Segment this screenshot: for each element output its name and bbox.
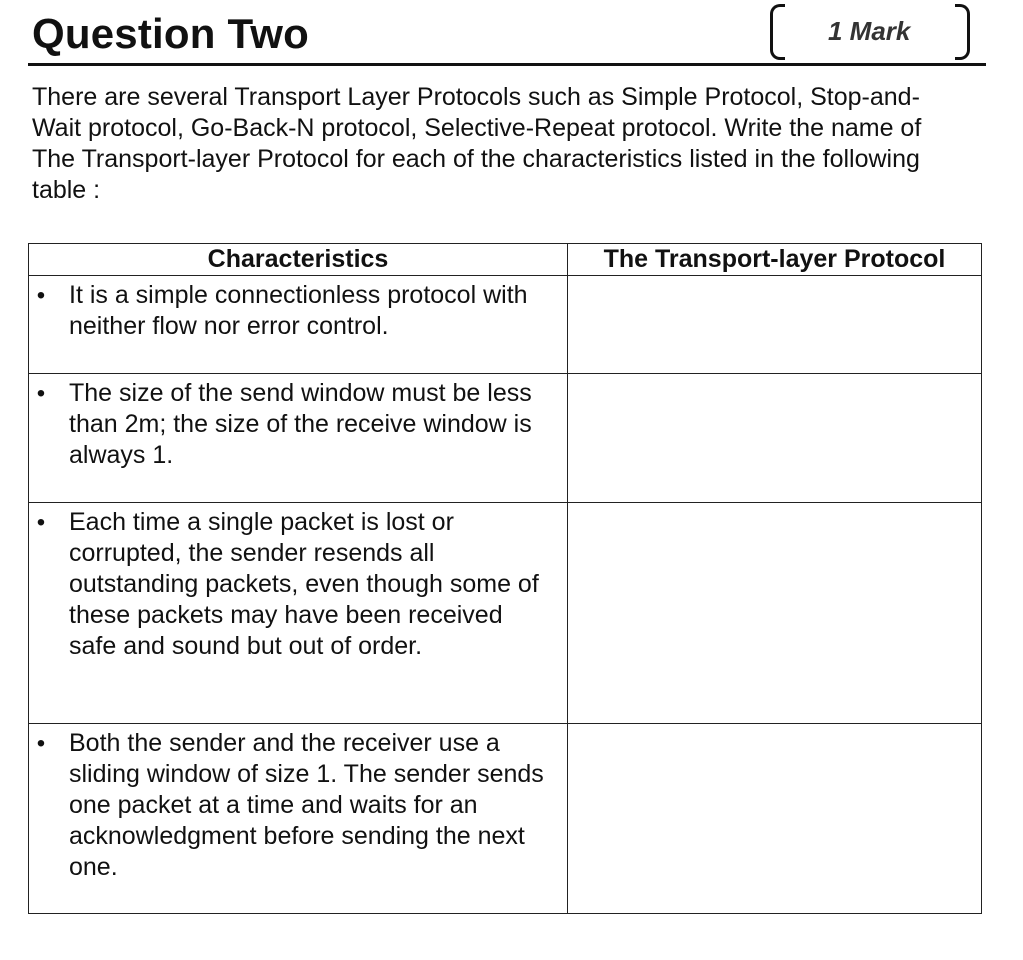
characteristic-text: The size of the send window must be less than 2m; the size of the receive window is always 1. [69,379,532,469]
characteristic-cell [29,374,568,503]
right-bracket [955,4,970,60]
table-row [29,276,982,374]
left-bracket [770,4,785,60]
bullet-icon: • [36,730,46,757]
characteristic-cell [29,276,568,374]
mark-badge [770,4,970,58]
table-row [29,724,982,914]
bullet-icon: • [36,509,46,536]
answer-cell[interactable] [568,724,982,914]
table-row [29,503,982,724]
table-header-row [29,244,982,276]
bullet-icon: • [36,282,46,309]
answer-cell[interactable] [568,503,982,724]
header-characteristics: Characteristics [29,244,568,276]
header-protocol: The Transport-layer Protocol [568,244,982,276]
characteristic-cell [29,724,568,914]
characteristic-text: It is a simple connectionless protocol with neither flow nor error control. [69,281,528,340]
table-row [29,374,982,503]
protocol-table [28,243,982,914]
title-divider [28,63,986,66]
question-instructions: There are several Transport Layer Protocols such as Simple Protocol, Stop-and-Wait protocol, Go-Back-N protocol, Selective-Repeat protocol. Write the name of The Transport-layer Protocol for each of the characteristics listed in the following table : [32,83,922,204]
bullet-icon: • [36,380,46,407]
characteristic-text: Each time a single packet is lost or corrupted, the sender resends all outstanding packets, even though some of these packets may have been received safe and sound but out of order. [69,508,539,660]
characteristic-text: Both the sender and the receiver use a sliding window of size 1. The sender sends one packet at a time and waits for an acknowledgment before sending the next one. [69,729,544,881]
answer-cell[interactable] [568,374,982,503]
characteristic-cell [29,503,568,724]
answer-cell[interactable] [568,276,982,374]
question-title: Question Two [32,10,309,57]
mark-label: 1 Mark [828,16,911,46]
